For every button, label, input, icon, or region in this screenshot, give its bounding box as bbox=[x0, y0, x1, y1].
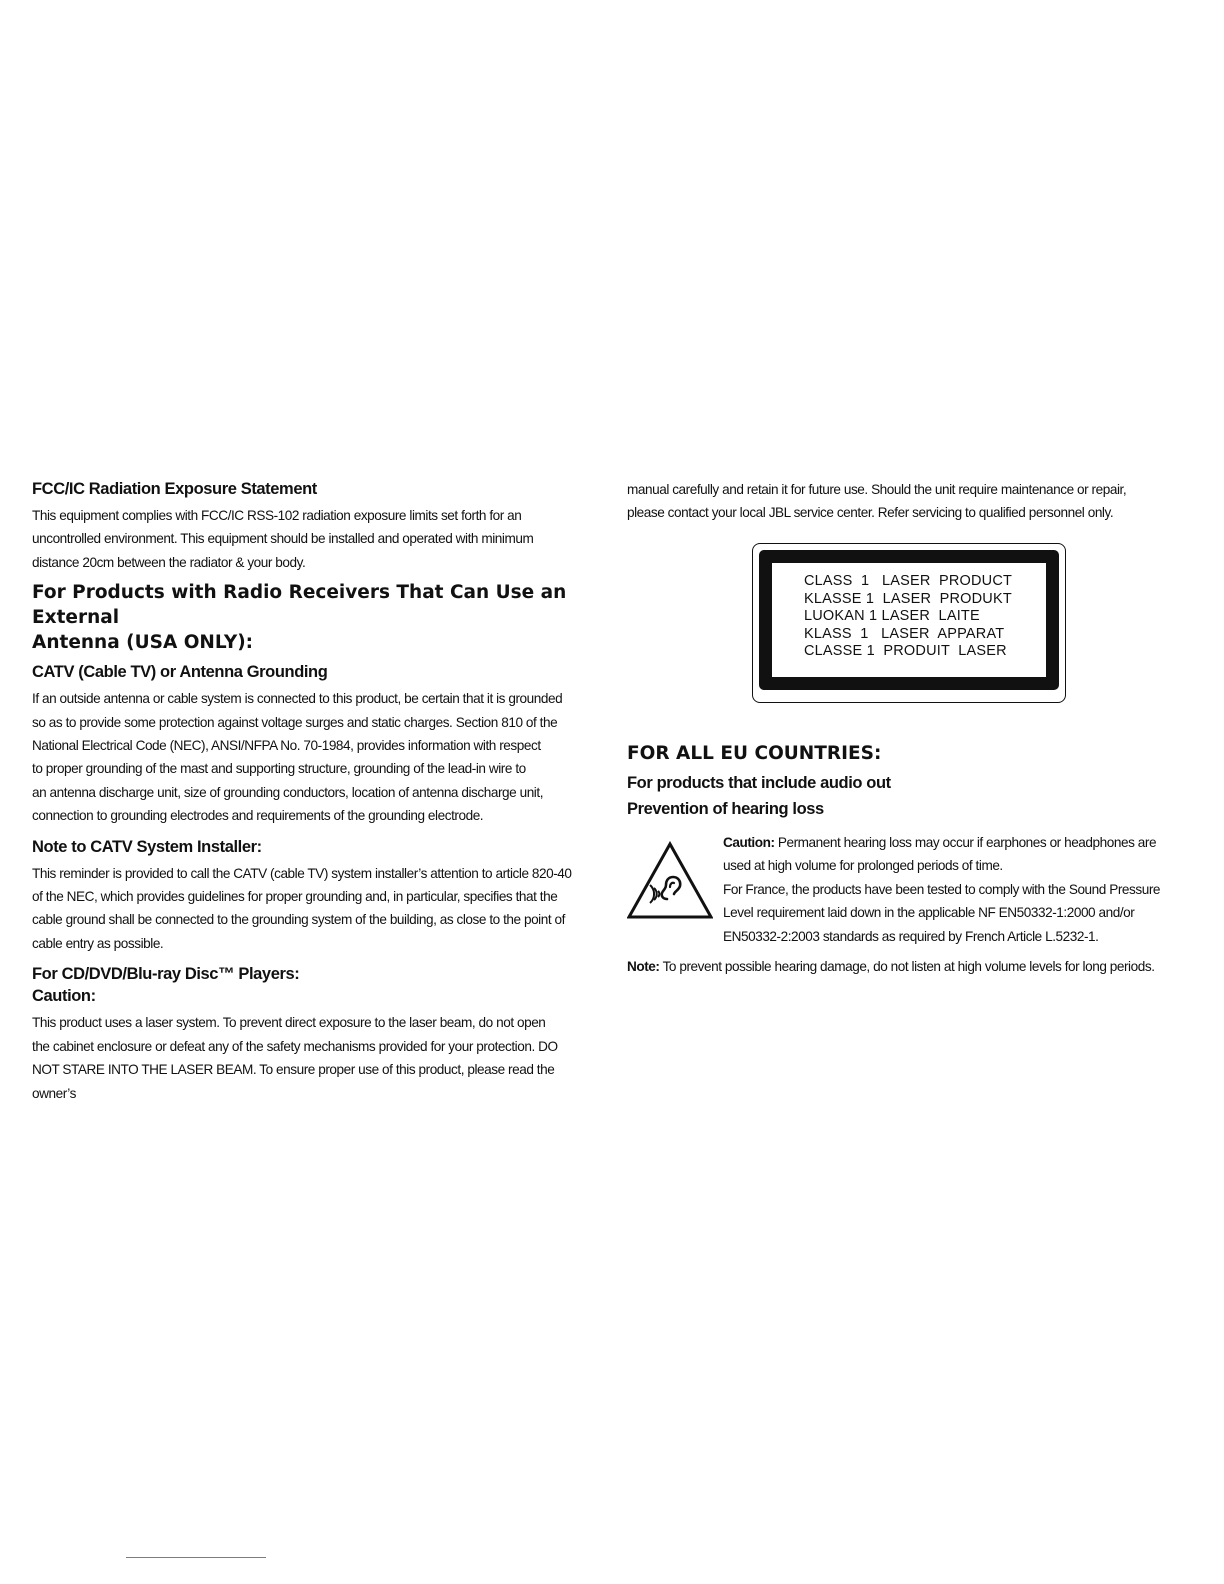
eu-heading: FOR ALL EU COUNTRIES: bbox=[627, 743, 882, 764]
hearing-note bbox=[627, 955, 1197, 978]
installer-heading: Note to CATV System Installer: bbox=[32, 837, 262, 856]
laser-line: KLASSE 1 LASER PRODUKT bbox=[804, 590, 1012, 607]
footer-rule bbox=[126, 1557, 266, 1558]
laser-label-frame bbox=[759, 550, 1059, 690]
radio-receivers-heading: For Products with Radio Receivers That Can Use an External Antenna (USA ONLY): bbox=[32, 582, 567, 654]
installer-paragraph: This reminder is provided to call the CATV (cable TV) system installer’s attention to article 820-40 of the NEC, which provides guidelines for proper grounding and, in particular, specifies that the cable ground shall be connected to the grounding system of the building, as close to the point of cable entry as possible. bbox=[32, 865, 572, 951]
hearing-caution-text bbox=[723, 831, 1187, 948]
catv-heading: CATV (Cable TV) or Antenna Grounding bbox=[32, 663, 328, 682]
eu-section-heading bbox=[627, 741, 891, 820]
hearing-caution-block bbox=[627, 831, 1187, 949]
left-column bbox=[32, 478, 600, 1105]
caution-paragraph: Caution: Permanent hearing loss may occur if earphones or headphones are used at high volume for prolonged periods of time. For France, the products have been tested to comply with the Sound Pressure Level requirement laid down in the applicable NF EN50332-1:2000 and/or EN50332-2:2003 standards as required by French Article L.5232-1. bbox=[723, 835, 1161, 944]
laser-line: CLASSE 1 PRODUIT LASER bbox=[804, 643, 1007, 659]
caution-heading: Caution: bbox=[32, 987, 96, 1006]
players-heading: For CD/DVD/Blu-ray Disc™ Players: bbox=[32, 965, 300, 984]
catv-paragraph: If an outside antenna or cable system is connected to this product, be certain that it is grounded so as to provide some protection against voltage surges and static charges. Section 810 of the National Electrical Code (NEC), ANSI/NFPA No. 70-1984, provides information with respect to proper grounding of the mast and supporting structure, grounding of the lead-in wire to an antenna discharge unit, size of grounding conductors, location of antenna discharge unit, connection to grounding electrodes and requirements of the grounding electrode. bbox=[32, 691, 563, 824]
laser-class-label bbox=[752, 543, 1066, 703]
fcc-paragraph: This equipment complies with FCC/IC RSS-102 radiation exposure limits set forth for an uncontrolled environment. This equipment should be installed and operated with minimum distance 20cm between the radiator & your body. bbox=[32, 508, 534, 570]
right-column bbox=[627, 478, 1192, 525]
continued-paragraph: manual carefully and retain it for future use. Should the unit require maintenance or repair, please contact your local JBL service center. Refer servicing to qualified personnel only. bbox=[627, 482, 1127, 521]
laser-line: KLASS 1 LASER APPARAT bbox=[804, 625, 1005, 642]
laser-line: CLASS 1 LASER PRODUCT bbox=[804, 573, 1013, 589]
hearing-warning-icon bbox=[627, 841, 713, 919]
fcc-heading: FCC/IC Radiation Exposure Statement bbox=[32, 480, 317, 498]
laser-line: LUOKAN 1 LASER LAITE bbox=[804, 608, 980, 624]
caution-label: Caution: bbox=[723, 835, 775, 850]
hearing-loss-heading: Prevention of hearing loss bbox=[627, 800, 824, 818]
laser-paragraph: This product uses a laser system. To prevent direct exposure to the laser beam, do not open the cabinet enclosure or defeat any of the safety mechanisms provided for your protection. DO NOT STARE INTO THE LASER BEAM. To ensure proper use of this product, please read the owner’s bbox=[32, 1015, 558, 1101]
audio-out-heading: For products that include audio out bbox=[627, 774, 891, 792]
note-paragraph: Note: To prevent possible hearing damage, do not listen at high volume levels for long periods. bbox=[627, 959, 1155, 974]
note-label: Note: bbox=[627, 959, 660, 974]
